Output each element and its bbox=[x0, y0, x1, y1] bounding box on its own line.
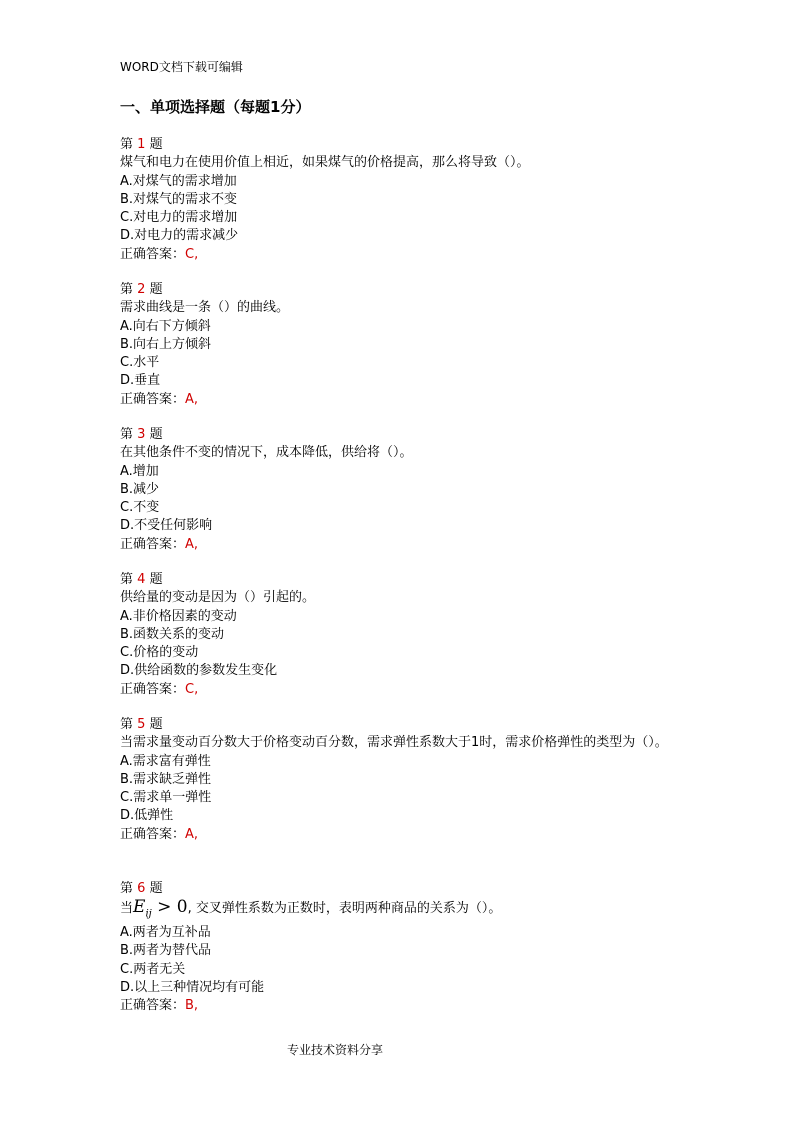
question-heading bbox=[120, 281, 680, 299]
question-number: 6 bbox=[137, 881, 146, 896]
answer-value: C, bbox=[185, 681, 199, 697]
footer-note: 专业技术资料分享 bbox=[287, 1043, 384, 1057]
question-prefix: 第 bbox=[120, 427, 134, 442]
answer-value: A, bbox=[185, 826, 199, 842]
option-a: A.两者为互补品 bbox=[120, 924, 211, 940]
answer-label: 正确答案： bbox=[120, 246, 186, 262]
option-d: D.垂直 bbox=[120, 373, 161, 389]
question-block bbox=[120, 136, 680, 264]
answer-label: 正确答案： bbox=[120, 681, 186, 697]
question-block bbox=[120, 880, 680, 1015]
question-prefix: 第 bbox=[120, 137, 134, 152]
question-suffix: 题 bbox=[149, 881, 163, 896]
question-number: 2 bbox=[137, 282, 146, 297]
option-b: B.向右上方倾斜 bbox=[120, 336, 212, 352]
answer-line bbox=[120, 536, 680, 554]
stem-suffix: , 交叉弹性系数为正数时，表明两种商品的关系为（）。 bbox=[187, 901, 502, 917]
option-c: C.不变 bbox=[120, 500, 160, 516]
option-a: A.对煤气的需求增加 bbox=[120, 173, 237, 189]
question-heading bbox=[120, 426, 680, 444]
question-stem: 煤气和电力在使用价值上相近，如果煤气的价格提高，那么将导致（）。 bbox=[120, 155, 530, 171]
formula-subscript: ij bbox=[145, 908, 152, 920]
question-stem: 当需求量变动百分数大于价格变动百分数，需求弹性系数大于1时，需求价格弹性的类型为（）。 bbox=[120, 735, 668, 751]
answer-label: 正确答案： bbox=[120, 826, 186, 842]
option-b: B.两者为替代品 bbox=[120, 943, 212, 959]
answer-line bbox=[120, 391, 680, 409]
question-suffix: 题 bbox=[149, 282, 163, 297]
question-stem bbox=[120, 898, 680, 924]
question-suffix: 题 bbox=[149, 137, 163, 152]
option-a: A.向右下方倾斜 bbox=[120, 318, 211, 334]
option-c: C.需求单一弹性 bbox=[120, 790, 212, 806]
formula-relation: > 0 bbox=[157, 897, 188, 918]
question-prefix: 第 bbox=[120, 881, 134, 896]
header-note: WORD文档下载可编辑 bbox=[120, 60, 243, 74]
option-c: C.水平 bbox=[120, 355, 160, 371]
question-stem: 在其他条件不变的情况下，成本降低，供给将（）。 bbox=[120, 445, 413, 461]
option-c: C.两者无关 bbox=[120, 961, 186, 977]
question-prefix: 第 bbox=[120, 572, 134, 587]
option-b: B.需求缺乏弹性 bbox=[120, 771, 212, 787]
option-d: D.供给函数的参数发生变化 bbox=[120, 663, 278, 679]
formula-variable: E bbox=[133, 897, 146, 918]
question-suffix: 题 bbox=[149, 717, 163, 732]
question-heading bbox=[120, 136, 680, 154]
option-c: C.价格的变动 bbox=[120, 645, 199, 661]
option-b: B.减少 bbox=[120, 481, 160, 497]
question-number: 1 bbox=[137, 137, 146, 152]
question-heading bbox=[120, 716, 680, 734]
question-heading bbox=[120, 571, 680, 589]
stem-prefix: 当 bbox=[120, 901, 134, 917]
answer-line bbox=[120, 826, 680, 844]
question-block bbox=[120, 426, 680, 554]
answer-value: A, bbox=[185, 391, 199, 407]
question-number: 3 bbox=[137, 427, 146, 442]
question-prefix: 第 bbox=[120, 282, 134, 297]
answer-label: 正确答案： bbox=[120, 998, 186, 1014]
option-a: A.增加 bbox=[120, 463, 159, 479]
section-title: 一、单项选择题（每题1分） bbox=[120, 98, 311, 116]
option-d: D.不受任何影响 bbox=[120, 518, 213, 534]
option-d: D.以上三种情况均有可能 bbox=[120, 979, 265, 995]
option-d: D.对电力的需求减少 bbox=[120, 228, 239, 244]
question-block bbox=[120, 281, 680, 409]
question-block bbox=[120, 716, 680, 844]
question-number: 4 bbox=[137, 572, 146, 587]
option-c: C.对电力的需求增加 bbox=[120, 210, 238, 226]
answer-value: C, bbox=[185, 246, 199, 262]
answer-label: 正确答案： bbox=[120, 536, 186, 552]
answer-line bbox=[120, 997, 680, 1015]
answer-line bbox=[120, 246, 680, 264]
question-stem: 供给量的变动是因为（）引起的。 bbox=[120, 590, 316, 606]
answer-label: 正确答案： bbox=[120, 391, 186, 407]
question-block bbox=[120, 571, 680, 699]
question-suffix: 题 bbox=[149, 427, 163, 442]
question-prefix: 第 bbox=[120, 717, 134, 732]
option-a: A.非价格因素的变动 bbox=[120, 608, 237, 624]
option-a: A.需求富有弹性 bbox=[120, 753, 211, 769]
formula bbox=[133, 897, 188, 920]
question-number: 5 bbox=[137, 717, 146, 732]
question-stem: 需求曲线是一条（）的曲线。 bbox=[120, 300, 290, 316]
answer-value: B, bbox=[185, 998, 199, 1014]
question-heading bbox=[120, 880, 680, 898]
answer-line bbox=[120, 681, 680, 699]
question-suffix: 题 bbox=[149, 572, 163, 587]
option-d: D.低弹性 bbox=[120, 808, 174, 824]
answer-value: A, bbox=[185, 536, 199, 552]
option-b: B.对煤气的需求不变 bbox=[120, 191, 238, 207]
option-b: B.函数关系的变动 bbox=[120, 626, 225, 642]
